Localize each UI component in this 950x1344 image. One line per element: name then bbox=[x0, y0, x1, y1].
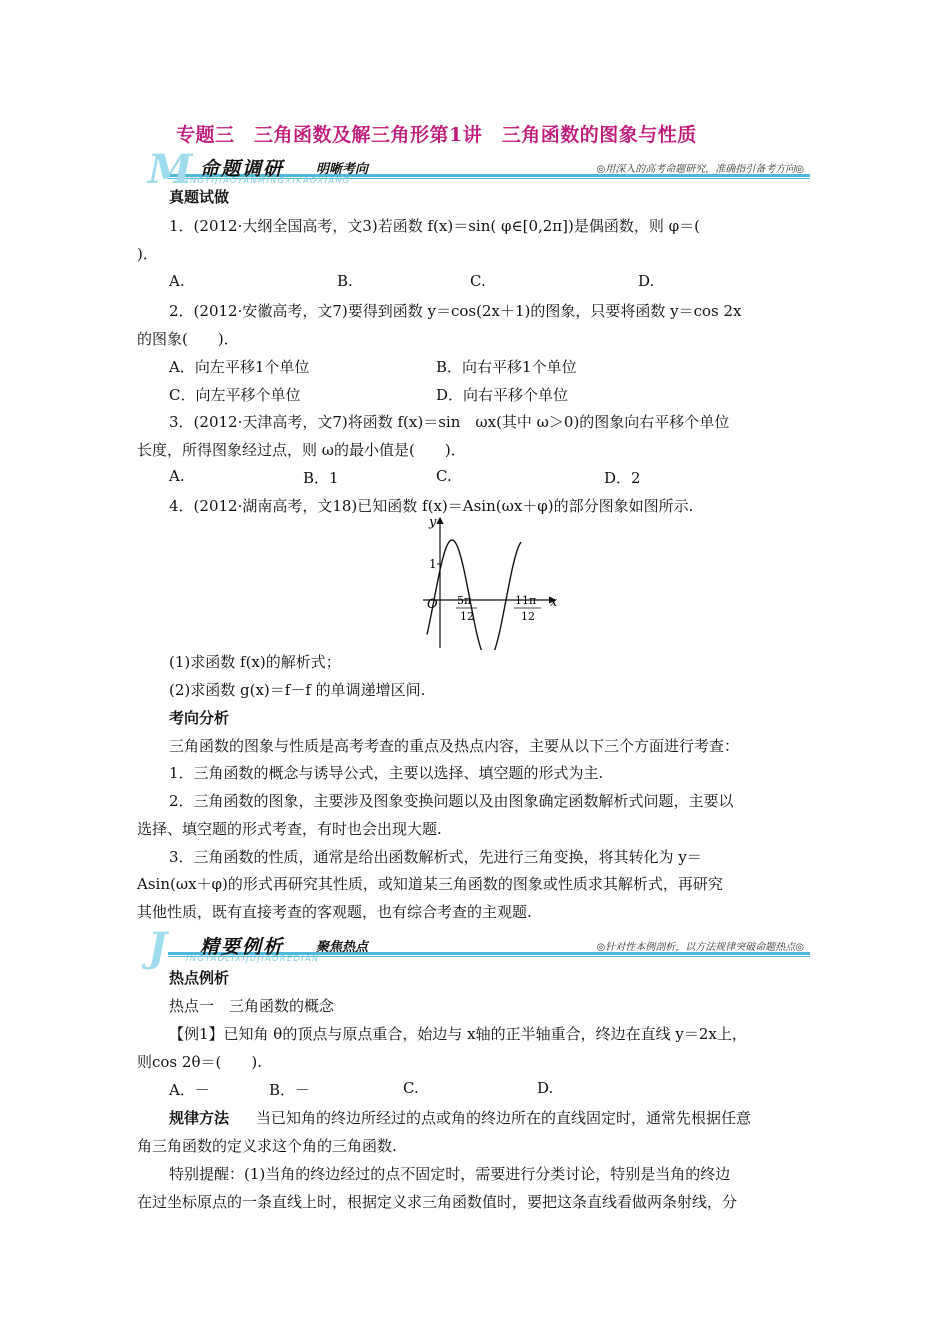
sine-graph bbox=[415, 512, 565, 650]
ex1-option-a: A．－ bbox=[169, 1081, 210, 1099]
q2-line1: 2．(2012·安徽高考，文7)要得到函数 y＝cos(2x＋1)的图象，只要将函数 y＝cos 2x bbox=[169, 302, 742, 320]
q3-option-b: B．1 bbox=[303, 469, 339, 487]
analysis-p4-line2: Asin(ωx＋φ)的形式再研究其性质，或知道某三角函数的图象或性质求其解析式，再研究 bbox=[137, 875, 723, 893]
q3-line2: 长度，所得图象经过点，则 ω的最小值是( )． bbox=[137, 441, 466, 459]
banner-label: 精要例析 bbox=[200, 936, 285, 958]
q3-option-d: D．2 bbox=[604, 469, 641, 487]
method-line1: 当已知角的终边所经过的点或角的终边所在的直线固定时，通常先根据任意 bbox=[256, 1109, 752, 1127]
q4-line1: 4．(2012·湖南高考，文18)已知函数 f(x)＝Asin(ωx＋φ)的部分图象如图所示. bbox=[169, 497, 694, 515]
q1-option-d: D. bbox=[638, 272, 655, 290]
tip-line2: 在过坐标原点的一条直线上时，根据定义求三角函数值时，要把这条直线看做两条射线，分 bbox=[137, 1193, 738, 1211]
origin-label: O bbox=[427, 597, 438, 612]
ex1-option-c: C. bbox=[403, 1079, 419, 1097]
q4-sub1: (1)求函数 f(x)的解析式； bbox=[169, 653, 341, 671]
banner-motto: ◎用深入的高考命题研究，准确指引备考方向◎ bbox=[596, 164, 804, 175]
example1-line1: 【例1】已知角 θ的顶点与原点重合，始边与 x轴的正半轴重合，终边在直线 y＝2x上， bbox=[169, 1025, 747, 1043]
banner-pinyin: INGTIJIAOYANMINGXIKAOXIANG bbox=[186, 176, 351, 185]
q2-option-a: A．向左平移1个单位 bbox=[169, 358, 310, 376]
analysis-p1: 三角函数的图象与性质是高考考查的重点及热点内容，主要从以下三个方面进行考查： bbox=[169, 737, 740, 755]
banner-label: 命题调研 bbox=[200, 158, 285, 180]
y-axis-label: y bbox=[429, 515, 437, 530]
x-tick1-numerator: 5π bbox=[457, 594, 472, 607]
q1-line2: )． bbox=[137, 245, 158, 263]
tip-line1: 特别提醒：(1)当角的终边经过的点不固定时，需要进行分类讨论，特别是当角的终边 bbox=[169, 1165, 731, 1183]
method-line2: 角三角函数的定义求这个角的三角函数. bbox=[137, 1137, 397, 1155]
analysis-p3-line1: 2．三角函数的图象，主要涉及图象变换问题以及由图象确定函数解析式问题，主要以 bbox=[169, 792, 734, 810]
q1-option-b: B. bbox=[337, 272, 353, 290]
q1-line1: 1．(2012·大纲全国高考，文3)若函数 f(x)＝sin( φ∈[0,2π])是偶函数，则 φ＝( bbox=[169, 217, 700, 235]
y-tick-label: 1 bbox=[429, 557, 437, 571]
analysis-p4-line3: 其他性质，既有直接考查的客观题，也有综合考查的主观题. bbox=[137, 903, 532, 921]
q3-line1: 3．(2012·天津高考，文7)将函数 f(x)＝sin ωx(其中 ω＞0)的图象向右平移个单位 bbox=[169, 413, 730, 431]
x-axis-label: x bbox=[550, 595, 558, 610]
q3-option-a: A. bbox=[169, 467, 185, 485]
analysis-p4-line1: 3．三角函数的性质，通常是给出函数解析式，先进行三角变换，将其转化为 y＝ bbox=[169, 848, 702, 866]
q1-option-a: A. bbox=[169, 272, 185, 290]
banner-letter: M bbox=[148, 146, 193, 193]
section-banner-jingyaolixi bbox=[140, 926, 810, 972]
analysis-p3-line2: 选择、填空题的形式考查，有时也会出现大题. bbox=[137, 820, 442, 838]
heading-kaoxiangfenxi: 考向分析 bbox=[169, 709, 230, 727]
heading-zhentishizuo: 真题试做 bbox=[169, 188, 230, 206]
ex1-option-d: D. bbox=[537, 1079, 554, 1097]
sine-curve bbox=[427, 540, 521, 650]
x-tick1-denominator: 12 bbox=[460, 610, 474, 623]
banner-sub: 明晰考向 bbox=[316, 162, 369, 177]
q1-option-c: C. bbox=[470, 272, 486, 290]
q2-line2: 的图象( )． bbox=[137, 330, 239, 348]
banner-letter: J bbox=[148, 924, 167, 971]
q2-option-b: B．向右平移1个单位 bbox=[436, 358, 577, 376]
banner-pinyin: INGYAOLIXIJUJIAOREDIAN bbox=[186, 954, 320, 963]
example1-line2: 则cos 2θ＝( ). bbox=[137, 1053, 262, 1071]
section-banner-mingtidiaoyan bbox=[140, 148, 810, 194]
banner-sub: 聚焦热点 bbox=[316, 940, 369, 955]
page-title: 专题三 三角函数及解三角形第1讲 三角函数的图象与性质 bbox=[176, 124, 697, 146]
ex1-option-b: B．－ bbox=[269, 1081, 311, 1099]
banner-motto: ◎针对性本例剖析，以方法规律突破命题热点◎ bbox=[596, 942, 804, 953]
q2-option-d: D．向右平移个单位 bbox=[436, 386, 569, 404]
q3-option-c: C. bbox=[436, 467, 452, 485]
q2-option-c: C．向左平移个单位 bbox=[169, 386, 301, 404]
method-label: 规律方法 bbox=[169, 1109, 230, 1127]
analysis-p2: 1．三角函数的概念与诱导公式，主要以选择、填空题的形式为主. bbox=[169, 764, 604, 782]
heading-redianlixi: 热点例析 bbox=[169, 969, 230, 987]
x-tick2-denominator: 12 bbox=[521, 610, 535, 623]
q4-sub2: (2)求函数 g(x)＝f－f 的单调递增区间. bbox=[169, 681, 426, 699]
x-tick2-numerator: 11π bbox=[515, 594, 537, 607]
hotspot1-title: 热点一 三角函数的概念 bbox=[169, 997, 335, 1015]
